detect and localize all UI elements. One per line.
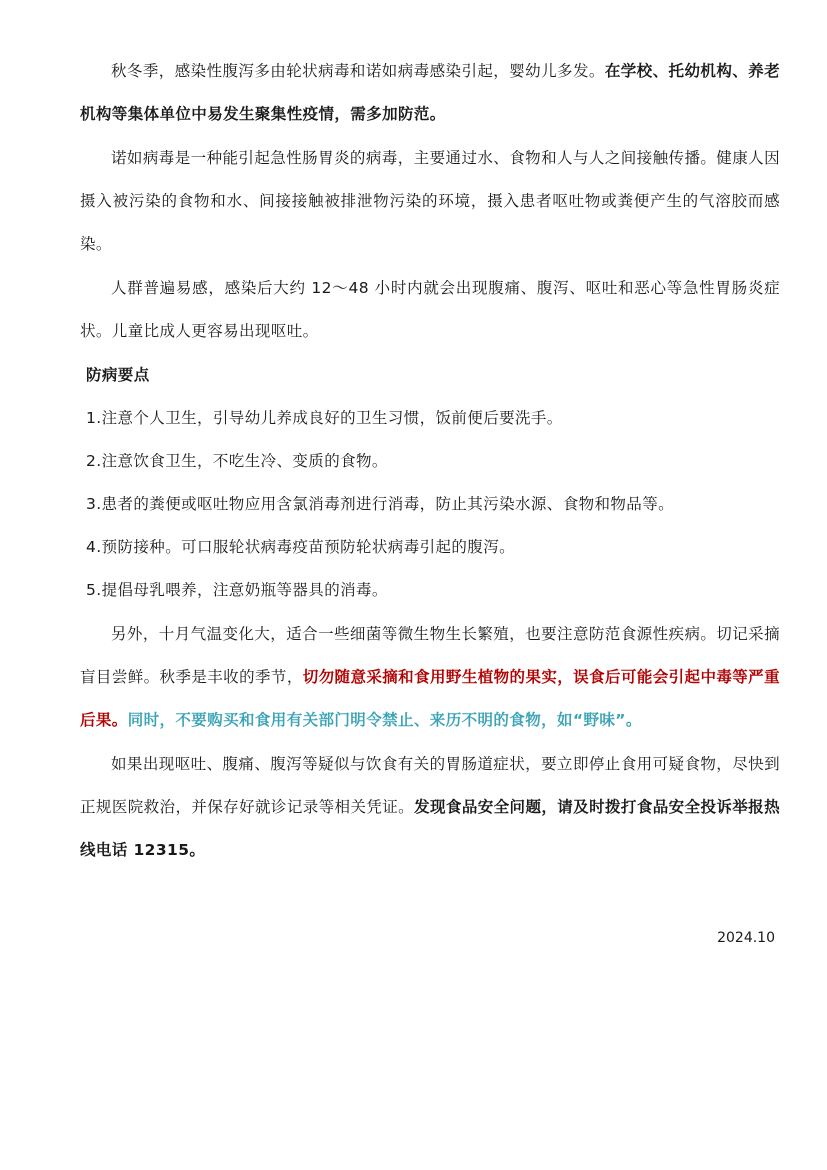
advice-text: 如果出现呕吐、腹痛、腹泻等疑似与饮食有关的胃肠道症状，要立即停止食用可疑食物，尽快到正规医院救治，并保存好就诊记录等相关凭证。	[80, 755, 780, 816]
paragraph-symptoms: 人群普遍易感，感染后大约 12～48 小时内就会出现腹痛、腹泻、呕吐和恶心等急性胃肠炎症状。儿童比成人更容易出现呕吐。	[80, 279, 780, 340]
paragraph-advice	[80, 743, 780, 872]
intro-bold-warning: 在学校、托幼机构、养老机构等集体单位中易发生聚集性疫情，需多加防范。	[80, 62, 781, 123]
intro-text: 秋冬季，感染性腹泻多由轮状病毒和诺如病毒感染引起，婴幼儿多发。	[111, 62, 605, 80]
list-item: 4.预防接种。可口服轮状病毒疫苗预防轮状病毒引起的腹泻。	[86, 538, 515, 556]
paragraph-foodborne	[80, 613, 780, 742]
document-date: 2024.10	[717, 930, 775, 946]
hotline-bold: 发现食品安全问题，请及时拨打食品安全投诉举报热线电话 12315。	[80, 798, 780, 859]
red-warning: 切勿随意采摘和食用野生植物的果实，误食后可能会引起中毒等严重后果。	[80, 668, 780, 729]
teal-warning: 同时，不要购买和食用有关部门明令禁止、来历不明的食物，如“野味”。	[127, 711, 642, 729]
foodborne-text: 另外，十月气温变化大，适合一些细菌等微生物生长繁殖，也要注意防范食源性疾病。切记采摘盲目尝鲜。秋季是丰收的季节，	[80, 625, 780, 686]
list-item: 2.注意饮食卫生，不吃生冷、变质的食物。	[86, 452, 388, 470]
paragraph-intro	[80, 50, 780, 136]
list-item: 5.提倡母乳喂养，注意奶瓶等器具的消毒。	[86, 581, 388, 599]
paragraph-norovirus: 诺如病毒是一种能引起急性肠胃炎的病毒，主要通过水、食物和人与人之间接触传播。健康人因摄入被污染的食物和水、间接接触被排泄物污染的环境，摄入患者呕吐物或粪便产生的气溶胶而感染。	[80, 149, 780, 253]
list-item: 3.患者的粪便或呕吐物应用含氯消毒剂进行消毒，防止其污染水源、食物和物品等。	[86, 495, 674, 513]
section-heading: 防病要点	[86, 366, 150, 384]
list-item: 1.注意个人卫生，引导幼儿养成良好的卫生习惯，饭前便后要洗手。	[86, 409, 563, 427]
